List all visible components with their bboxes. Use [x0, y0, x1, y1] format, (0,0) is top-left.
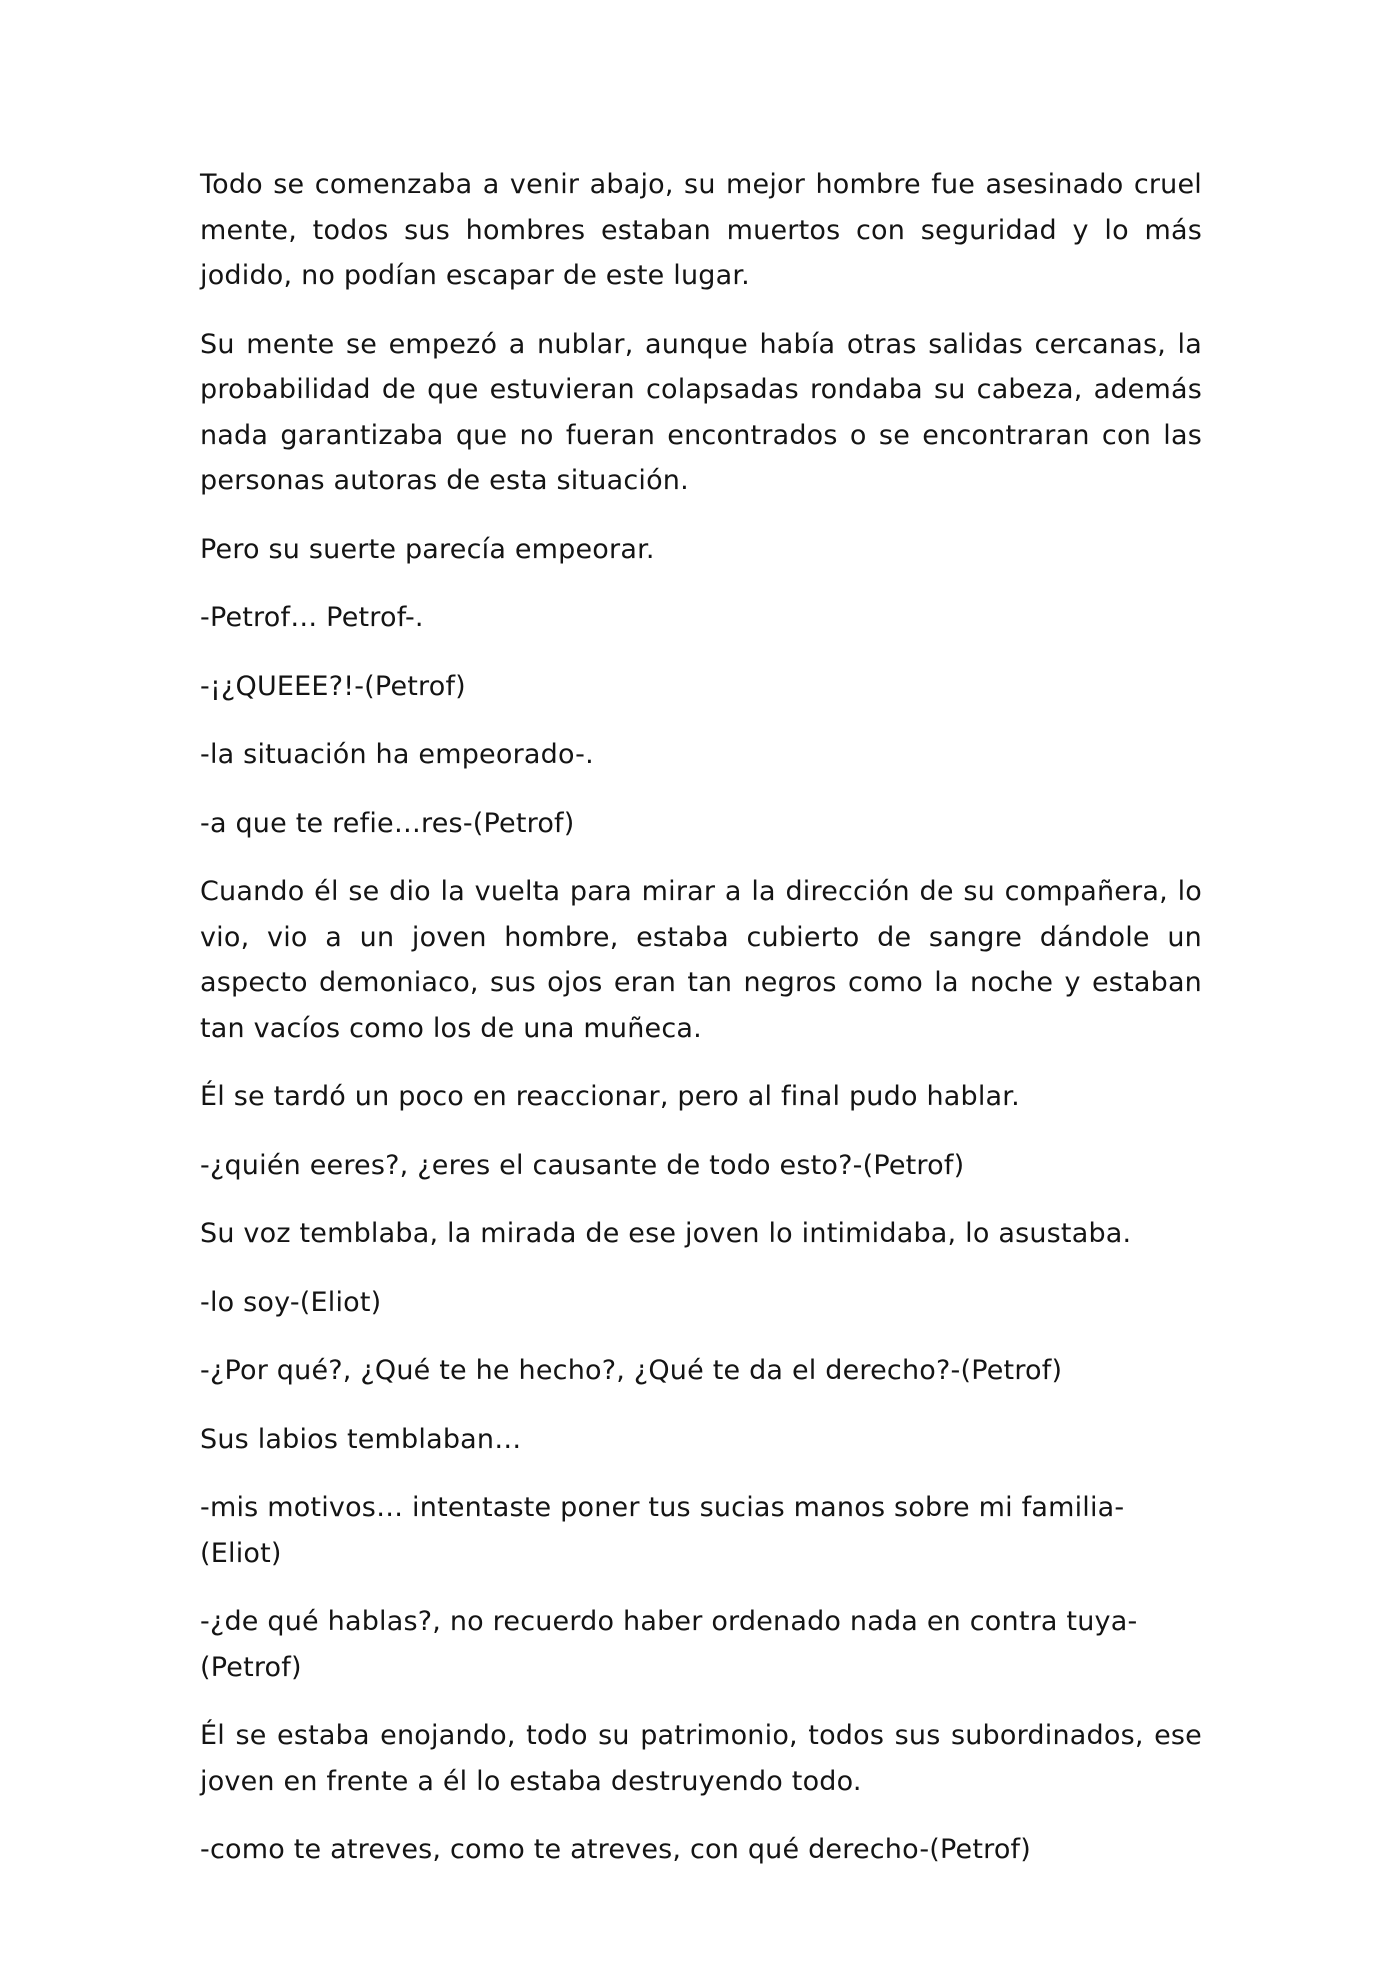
paragraph-5: Él se tardó un poco en reaccionar, pero al final pudo hablar.	[200, 1081, 1020, 1112]
dialogue-line-4: -a que te refie…res-(Petrof)	[200, 807, 575, 839]
paragraph-4: Cuando él se dio la vuelta para mirar a la dirección de su compañera, lo vio, vio a un joven hombre, estaba cubierto de sangre dándole un aspecto demoniaco, sus ojos eran tan negros como la noche y estaban tan vacíos como los de una muñeca.	[200, 876, 1202, 1044]
dialogue-line-2: -¡¿QUEEE?!-(Petrof)	[200, 670, 466, 702]
dialogue-line-5: -¿quién eeres?, ¿eres el causante de todo esto?-(Petrof)	[200, 1149, 965, 1181]
paragraph-8: Él se estaba enojando, todo su patrimonio, todos sus subordinados, ese joven en frente a él lo estaba destruyendo todo.	[200, 1720, 1202, 1797]
dialogue-line-6: -lo soy-(Eliot)	[200, 1286, 382, 1318]
document-page	[200, 162, 1202, 1896]
dialogue-line-10: -como te atreves, como te atreves, con qué derecho-(Petrof)	[200, 1834, 1031, 1865]
paragraph-2: Su mente se empezó a nublar, aunque había otras salidas cercanas, la probabilidad de que estuvieran colapsadas rondaba su cabeza, además nada garantizaba que no fueran encontrados o se encontraran con las personas autoras de esta situación.	[200, 328, 1202, 496]
paragraph-6: Su voz temblaba, la mirada de ese joven lo intimidaba, lo asustaba.	[200, 1218, 1132, 1249]
paragraph-1: Todo se comenzaba a venir abajo, su mejor hombre fue asesinado cruel mente, todos sus hombres estaban muertos con seguridad y lo más jodido, no podían escapar de este lugar.	[200, 169, 1202, 291]
paragraph-7: Sus labios temblaban…	[200, 1423, 522, 1455]
dialogue-line-7: -¿Por qué?, ¿Qué te he hecho?, ¿Qué te da el derecho?-(Petrof)	[200, 1355, 1063, 1386]
paragraph-3: Pero su suerte parecía empeorar.	[200, 533, 655, 565]
dialogue-line-9: -¿de qué hablas?, no recuerdo haber ordenado nada en contra tuya-(Petrof)	[200, 1606, 1138, 1683]
dialogue-line-1: -Petrof… Petrof-.	[200, 602, 424, 633]
dialogue-line-3: -la situación ha empeorado-.	[200, 739, 594, 770]
dialogue-line-8: -mis motivos… intentaste poner tus sucias manos sobre mi familia-(Eliot)	[200, 1492, 1125, 1569]
